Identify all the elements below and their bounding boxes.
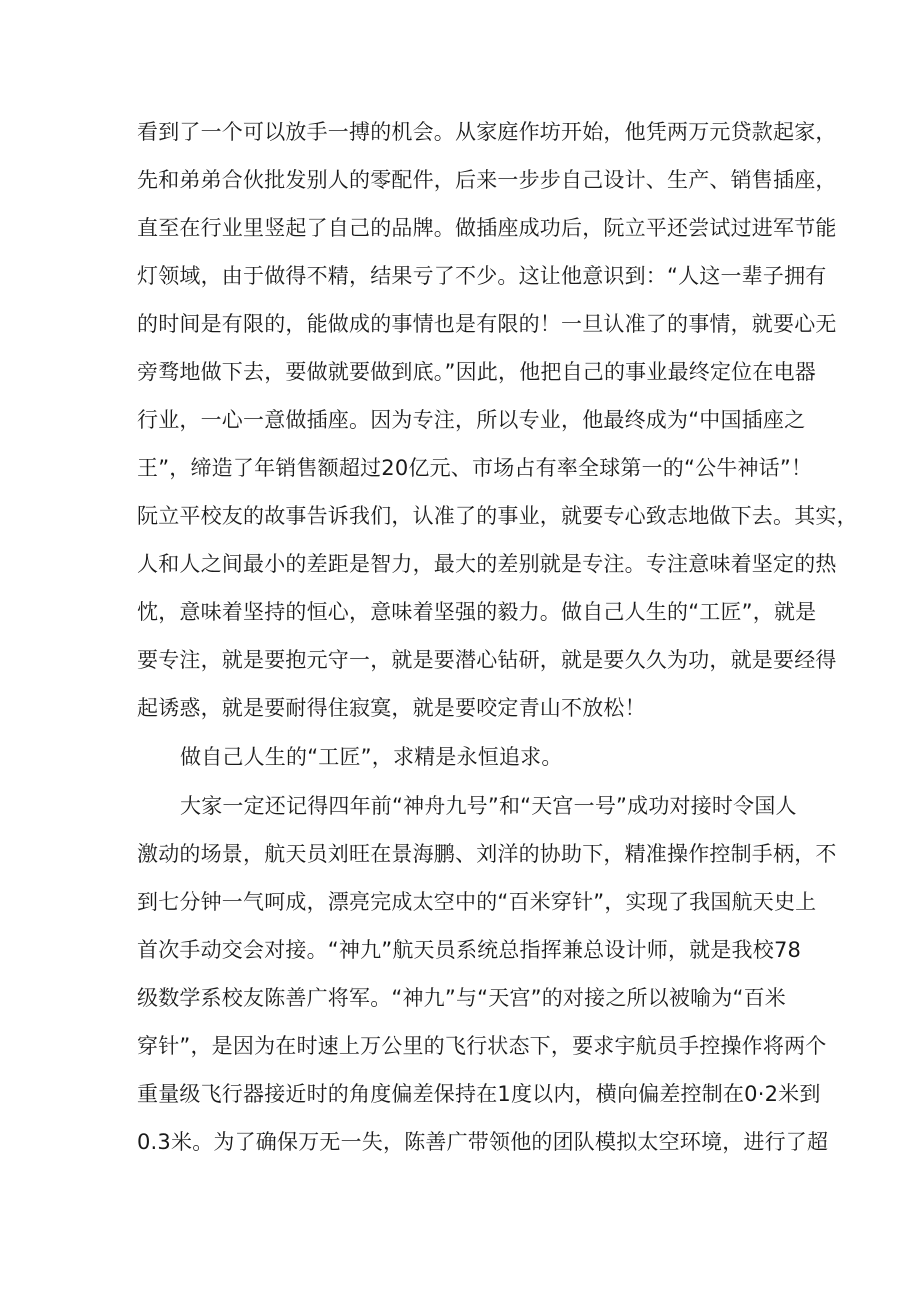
text-line: 激动的场景，航天员刘旺在景海鹏、刘洋的协助下，精准操作控制手柄，不 bbox=[137, 842, 837, 866]
text-line: 到七分钟一气呵成，漂亮完成太空中的“百米穿针”，实现了我国航天史上 bbox=[137, 890, 817, 914]
text-line: 人和人之间最小的差距是智力，最大的差别就是专注。专注意味着坚定的热 bbox=[137, 552, 837, 576]
section-heading: 做自己人生的“工匠”，求精是永恒追求。 bbox=[180, 745, 563, 769]
text-line: 的时间是有限的，能做成的事情也是有限的！一旦认准了的事情，就要心无 bbox=[137, 312, 837, 336]
text-line: 忱，意味着坚持的恒心，意味着坚强的毅力。做自己人生的“工匠”，就是 bbox=[137, 600, 817, 624]
text-line: 王”，缔造了年销售额超过20亿元、市场占有率全球第一的“公牛神话”！ bbox=[137, 456, 813, 480]
text-line: 级数学系校友陈善广将军。“神九”与“天宫”的对接之所以被喻为“百米 bbox=[137, 986, 786, 1010]
text-line: 先和弟弟合伙批发别人的零配件，后来一步步自己设计、生产、销售插座， bbox=[137, 168, 837, 192]
text-line: 阮立平校友的故事告诉我们，认准了的事业，就要专心致志地做下去。其实， bbox=[137, 504, 858, 528]
text-line: 要专注，就是要抱元守一，就是要潜心钻研，就是要久久为功，就是要经得 bbox=[137, 648, 837, 672]
paragraph-first-line: 大家一定还记得四年前“神舟九号”和“天宫一号”成功对接时令国人 bbox=[180, 794, 797, 818]
text-line: 旁骛地做下去，要做就要做到底。”因此，他把自己的事业最终定位在电器 bbox=[137, 360, 816, 384]
text-line: 起诱惑，就是要耐得住寂寞，就是要咬定青山不放松！ bbox=[137, 696, 646, 720]
text-line: 首次手动交会对接。“神九”航天员系统总指挥兼总设计师，就是我校78 bbox=[137, 938, 802, 962]
text-line: 灯领域，由于做得不精，结果亏了不少。这让他意识到：“人这一辈子拥有 bbox=[137, 264, 827, 288]
text-line: 0.3米。为了确保万无一失，陈善广带领他的团队模拟太空环境，进行了超 bbox=[137, 1130, 829, 1154]
text-line: 穿针”，是因为在时速上万公里的飞行状态下，要求宇航员手控操作将两个 bbox=[137, 1034, 827, 1058]
text-line: 看到了一个可以放手一搏的机会。从家庭作坊开始，他凭两万元贷款起家， bbox=[137, 120, 837, 144]
text-line: 行业，一心一意做插座。因为专注，所以专业，他最终成为“中国插座之 bbox=[137, 408, 806, 432]
text-line: 重量级飞行器接近时的角度偏差保持在1度以内，横向偏差控制在0·2米到 bbox=[137, 1082, 821, 1106]
text-line: 直至在行业里竖起了自己的品牌。做插座成功后，阮立平还尝试过进军节能 bbox=[137, 216, 837, 240]
